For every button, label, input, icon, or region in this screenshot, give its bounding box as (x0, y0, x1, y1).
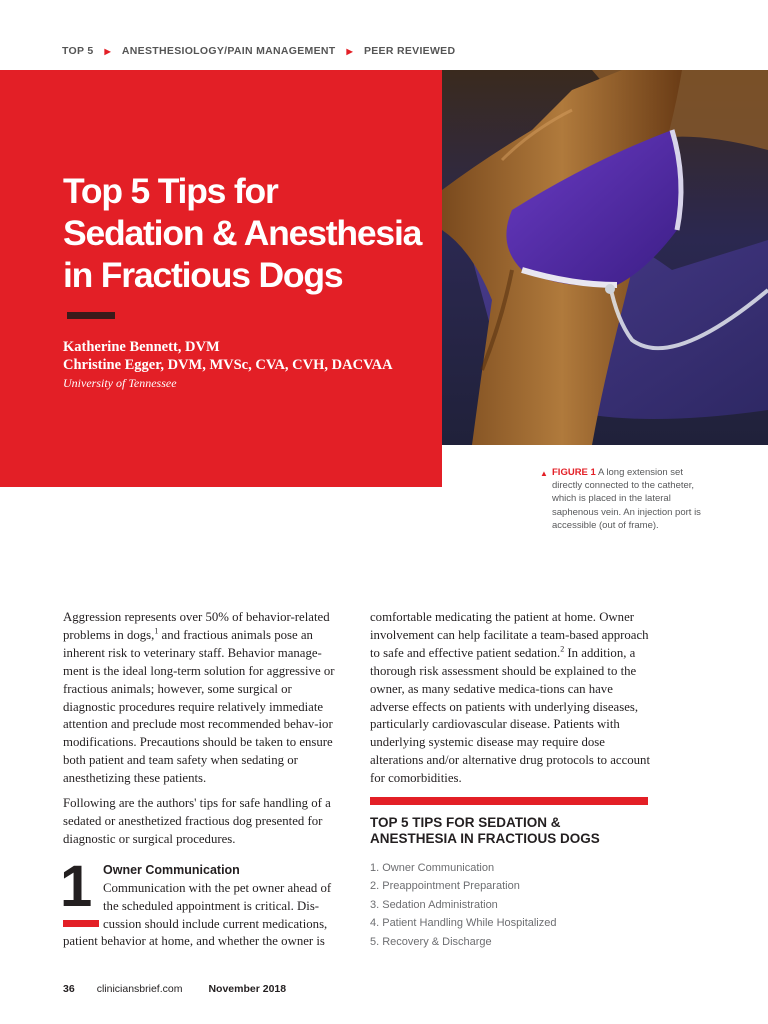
footnote-ref: 1 (154, 626, 159, 636)
author-affiliation: University of Tennessee (63, 376, 177, 390)
list-item: 5. Recovery & Discharge (370, 935, 492, 948)
list-item: 4. Patient Handling While Hospitalized (370, 917, 557, 930)
body-paragraph (63, 609, 345, 788)
website-link[interactable]: cliniciansbrief.com (96, 983, 183, 995)
section-label: TOP 5 (62, 45, 94, 57)
body-text: Aggression represents over 50% of behavior-related problems in dogs, (63, 610, 330, 642)
peer-reviewed-badge: PEER REVIEWED (363, 45, 456, 57)
sidebar-list (370, 859, 557, 951)
title-line: Sedation & Anesthesia (63, 213, 422, 253)
category-breadcrumb (62, 44, 455, 58)
author-block (63, 339, 393, 392)
triangle-right-icon: ▶ (346, 46, 353, 56)
title-divider (67, 312, 115, 319)
article-title (63, 170, 443, 296)
author-name: Christine Egger, DVM, MVSc, CVA, CVH, DACVAA (63, 356, 393, 373)
tip-text: Communication with the pet owner ahead of the scheduled appointment is critical. Dis-cussion should include current medications, (103, 881, 332, 931)
list-item: 1. Owner Communication (370, 862, 495, 874)
page-number: 36 (63, 983, 75, 995)
sidebar-title: TOP 5 TIPS FOR SEDATION & ANESTHESIA IN FRACTIOUS DOGS (370, 815, 600, 846)
list-item: 3. Sedation Administration (370, 898, 498, 911)
footnote-ref: 2 (560, 644, 565, 654)
hero-banner (0, 70, 442, 487)
tip-number: 1 (60, 854, 93, 919)
body-paragraph (370, 609, 650, 788)
triangle-up-icon: ▲ (540, 469, 548, 478)
dog-leg-catheter-image (442, 70, 768, 445)
figure-caption-text: A long extension set directly connected to the catheter, which is placed in the lateral saphenous vein. An injection port is accessible (out of frame). (552, 467, 701, 531)
body-text: comfortable medicating the patient at home. Owner involvement can help facilitate a team-based approach to safe and effective patient sedation. (370, 610, 649, 660)
page-footer (63, 983, 286, 995)
author-name: Katherine Bennett, DVM (63, 339, 220, 355)
tip-number-underline (63, 920, 99, 927)
body-text: In addition, a thorough risk assessment should be explained to the owner, as many sedative medica-tions can have adverse effects on patients with underlying diseases, particularly cardiovascular disease. Patients with underlying systemic disease may require dose alterations and/or alternative drug protocols to account for comorbidities. (370, 645, 651, 786)
figure-1-photo (442, 70, 768, 445)
figure-label: FIGURE 1 (552, 467, 596, 478)
tip-heading: Owner Communication (103, 863, 240, 877)
figure-caption (540, 466, 702, 532)
triangle-right-icon: ▶ (104, 46, 111, 56)
issue-date: November 2018 (208, 983, 287, 995)
sidebar-rule (370, 797, 648, 805)
tip-text: patient behavior at home, and whether the owner is (63, 934, 325, 948)
title-line: Top 5 Tips for (63, 171, 278, 211)
body-paragraph: Following are the authors' tips for safe handling of a sedated or anesthetized fractious dog presented for diagnostic or surgical procedures. (63, 796, 331, 846)
category-label: ANESTHESIOLOGY/PAIN MANAGEMENT (121, 45, 336, 57)
title-line: in Fractious Dogs (63, 255, 343, 295)
list-item: 2. Preappointment Preparation (370, 880, 520, 893)
body-text: and fractious animals pose an inherent risk to veterinary staff. Behavior manage-ment is the ideal long-term solution for aggressive or fractious animals; however, some surgical or diagnostic procedures require relatively immediate attention and preclude most recommended behav-ior modifications. Precautions should be taken to ensure both patient and team safety when sedating or anesthetizing these patients. (63, 627, 335, 786)
